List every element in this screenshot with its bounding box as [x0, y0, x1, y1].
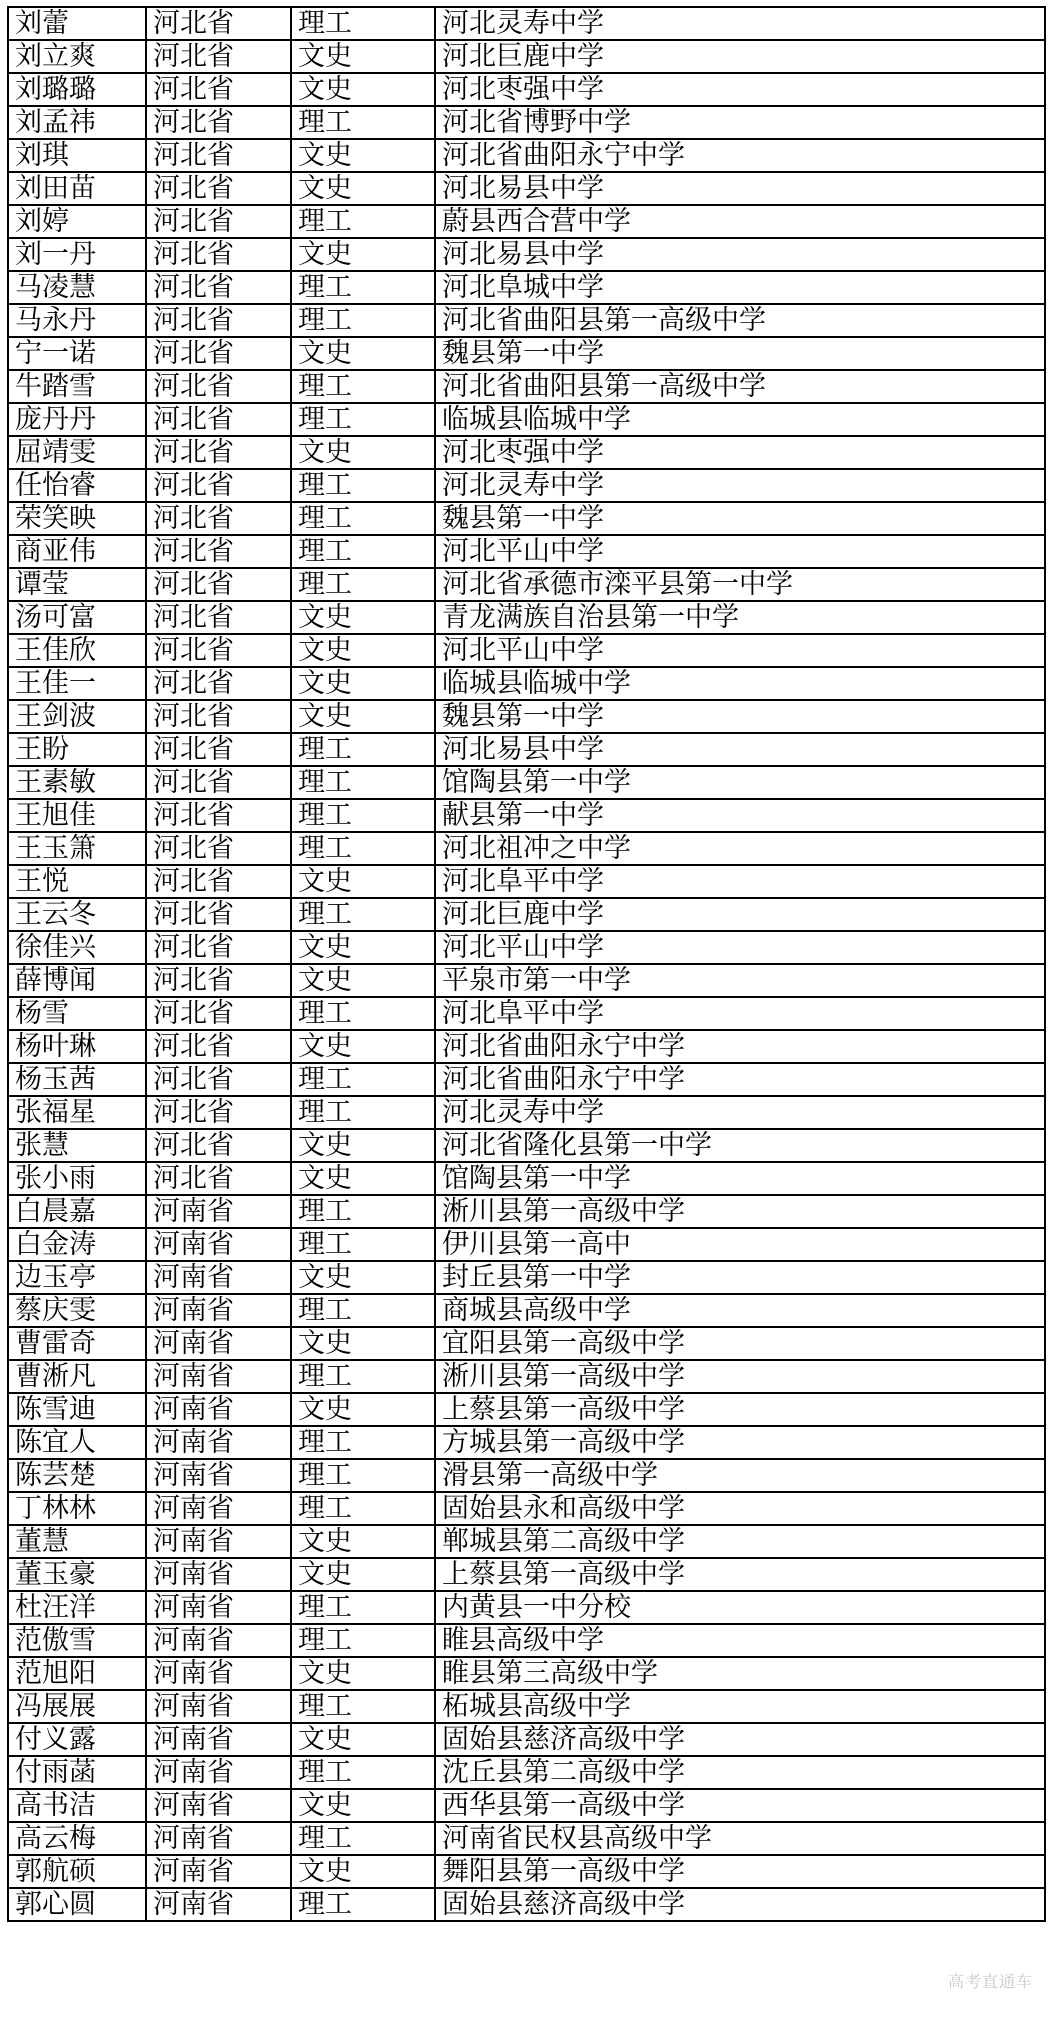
school-cell: 沈丘县第二高级中学 [435, 1756, 1045, 1789]
school-cell: 河北易县中学 [435, 238, 1045, 271]
student-name-cell: 张福星 [8, 1096, 146, 1129]
table-row [8, 205, 1045, 238]
school-cell: 河北省博野中学 [435, 106, 1045, 139]
category-cell: 文史 [291, 634, 435, 667]
school-cell: 河北平山中学 [435, 535, 1045, 568]
table-row [8, 1360, 1045, 1393]
table-row [8, 370, 1045, 403]
student-name-cell: 刘田苗 [8, 172, 146, 205]
student-name-cell: 徐佳兴 [8, 931, 146, 964]
table-row [8, 667, 1045, 700]
category-cell: 理工 [291, 1360, 435, 1393]
school-cell: 河北枣强中学 [435, 73, 1045, 106]
table-row [8, 1492, 1045, 1525]
province-cell: 河南省 [146, 1327, 291, 1360]
student-name-cell: 高云梅 [8, 1822, 146, 1855]
student-name-cell: 马凌慧 [8, 271, 146, 304]
student-name-cell: 王盼 [8, 733, 146, 766]
student-name-cell: 刘璐璐 [8, 73, 146, 106]
student-name-cell: 刘婷 [8, 205, 146, 238]
student-name-cell: 张慧 [8, 1129, 146, 1162]
category-cell: 理工 [291, 799, 435, 832]
table-row [8, 700, 1045, 733]
school-cell: 滑县第一高级中学 [435, 1459, 1045, 1492]
category-cell: 文史 [291, 1162, 435, 1195]
category-cell: 理工 [291, 502, 435, 535]
province-cell: 河北省 [146, 634, 291, 667]
student-name-cell: 曹雷奇 [8, 1327, 146, 1360]
table-row [8, 535, 1045, 568]
table-row [8, 436, 1045, 469]
school-cell: 柘城县高级中学 [435, 1690, 1045, 1723]
school-cell: 伊川县第一高中 [435, 1228, 1045, 1261]
category-cell: 理工 [291, 1492, 435, 1525]
category-cell: 理工 [291, 1063, 435, 1096]
table-row [8, 73, 1045, 106]
table-row [8, 1162, 1045, 1195]
category-cell: 文史 [291, 1327, 435, 1360]
table-row [8, 1195, 1045, 1228]
student-name-cell: 杨叶琳 [8, 1030, 146, 1063]
category-cell: 文史 [291, 139, 435, 172]
school-cell: 河北平山中学 [435, 931, 1045, 964]
school-cell: 河北省曲阳县第一高级中学 [435, 304, 1045, 337]
province-cell: 河南省 [146, 1459, 291, 1492]
category-cell: 理工 [291, 766, 435, 799]
table-row [8, 799, 1045, 832]
province-cell: 河南省 [146, 1261, 291, 1294]
school-cell: 魏县第一中学 [435, 337, 1045, 370]
category-cell: 文史 [291, 601, 435, 634]
category-cell: 理工 [291, 832, 435, 865]
table-row [8, 997, 1045, 1030]
table-row [8, 1624, 1045, 1657]
student-name-cell: 郭航硕 [8, 1855, 146, 1888]
school-cell: 临城县临城中学 [435, 403, 1045, 436]
category-cell: 理工 [291, 7, 435, 40]
student-name-cell: 刘孟祎 [8, 106, 146, 139]
student-name-cell: 付雨菡 [8, 1756, 146, 1789]
province-cell: 河南省 [146, 1855, 291, 1888]
table-row [8, 1822, 1045, 1855]
school-cell: 青龙满族自治县第一中学 [435, 601, 1045, 634]
student-name-cell: 白金涛 [8, 1228, 146, 1261]
category-cell: 文史 [291, 1030, 435, 1063]
table-row [8, 766, 1045, 799]
table-row [8, 1657, 1045, 1690]
table-row [8, 733, 1045, 766]
student-name-cell: 任怡睿 [8, 469, 146, 502]
table-row [8, 1426, 1045, 1459]
province-cell: 河北省 [146, 1030, 291, 1063]
student-table-body [8, 7, 1045, 1921]
province-cell: 河北省 [146, 997, 291, 1030]
category-cell: 理工 [291, 1426, 435, 1459]
school-cell: 郸城县第二高级中学 [435, 1525, 1045, 1558]
school-cell: 河北灵寿中学 [435, 469, 1045, 502]
category-cell: 理工 [291, 535, 435, 568]
student-name-cell: 高书洁 [8, 1789, 146, 1822]
table-row [8, 1096, 1045, 1129]
category-cell: 文史 [291, 1525, 435, 1558]
province-cell: 河北省 [146, 7, 291, 40]
province-cell: 河北省 [146, 964, 291, 997]
province-cell: 河北省 [146, 304, 291, 337]
province-cell: 河北省 [146, 1063, 291, 1096]
student-name-cell: 张小雨 [8, 1162, 146, 1195]
school-cell: 宜阳县第一高级中学 [435, 1327, 1045, 1360]
category-cell: 文史 [291, 40, 435, 73]
category-cell: 理工 [291, 1822, 435, 1855]
province-cell: 河南省 [146, 1426, 291, 1459]
table-row [8, 865, 1045, 898]
school-cell: 河北阜城中学 [435, 271, 1045, 304]
school-cell: 方城县第一高级中学 [435, 1426, 1045, 1459]
province-cell: 河北省 [146, 667, 291, 700]
school-cell: 平泉市第一中学 [435, 964, 1045, 997]
school-cell: 蔚县西合营中学 [435, 205, 1045, 238]
school-cell: 献县第一中学 [435, 799, 1045, 832]
student-name-cell: 陈芸楚 [8, 1459, 146, 1492]
table-row [8, 634, 1045, 667]
school-cell: 淅川县第一高级中学 [435, 1195, 1045, 1228]
category-cell: 文史 [291, 436, 435, 469]
category-cell: 文史 [291, 73, 435, 106]
student-name-cell: 王剑波 [8, 700, 146, 733]
student-name-cell: 杨雪 [8, 997, 146, 1030]
table-row [8, 502, 1045, 535]
province-cell: 河北省 [146, 73, 291, 106]
student-name-cell: 丁林林 [8, 1492, 146, 1525]
category-cell: 理工 [291, 403, 435, 436]
province-cell: 河北省 [146, 535, 291, 568]
school-cell: 河南省民权县高级中学 [435, 1822, 1045, 1855]
province-cell: 河北省 [146, 1129, 291, 1162]
table-row [8, 1327, 1045, 1360]
student-table [7, 6, 1046, 1922]
school-cell: 魏县第一中学 [435, 700, 1045, 733]
province-cell: 河南省 [146, 1756, 291, 1789]
student-name-cell: 刘琪 [8, 139, 146, 172]
student-name-cell: 刘一丹 [8, 238, 146, 271]
student-name-cell: 薛博闻 [8, 964, 146, 997]
school-cell: 封丘县第一中学 [435, 1261, 1045, 1294]
province-cell: 河南省 [146, 1492, 291, 1525]
category-cell: 理工 [291, 1294, 435, 1327]
province-cell: 河北省 [146, 205, 291, 238]
province-cell: 河南省 [146, 1558, 291, 1591]
table-row [8, 139, 1045, 172]
province-cell: 河南省 [146, 1525, 291, 1558]
student-name-cell: 商亚伟 [8, 535, 146, 568]
category-cell: 理工 [291, 304, 435, 337]
category-cell: 文史 [291, 337, 435, 370]
table-row [8, 898, 1045, 931]
school-cell: 河北祖冲之中学 [435, 832, 1045, 865]
province-cell: 河北省 [146, 1096, 291, 1129]
student-name-cell: 董慧 [8, 1525, 146, 1558]
province-cell: 河北省 [146, 106, 291, 139]
table-row [8, 1756, 1045, 1789]
province-cell: 河北省 [146, 370, 291, 403]
student-name-cell: 付义露 [8, 1723, 146, 1756]
table-row [8, 1690, 1045, 1723]
student-name-cell: 陈雪迪 [8, 1393, 146, 1426]
table-row [8, 238, 1045, 271]
category-cell: 理工 [291, 733, 435, 766]
category-cell: 理工 [291, 370, 435, 403]
table-row [8, 337, 1045, 370]
school-cell: 河北省曲阳永宁中学 [435, 139, 1045, 172]
province-cell: 河南省 [146, 1723, 291, 1756]
school-cell: 河北省承德市滦平县第一中学 [435, 568, 1045, 601]
province-cell: 河南省 [146, 1360, 291, 1393]
school-cell: 馆陶县第一中学 [435, 766, 1045, 799]
school-cell: 西华县第一高级中学 [435, 1789, 1045, 1822]
table-row [8, 964, 1045, 997]
province-cell: 河南省 [146, 1294, 291, 1327]
school-cell: 固始县永和高级中学 [435, 1492, 1045, 1525]
category-cell: 文史 [291, 172, 435, 205]
school-cell: 临城县临城中学 [435, 667, 1045, 700]
school-cell: 商城县高级中学 [435, 1294, 1045, 1327]
table-row [8, 172, 1045, 205]
province-cell: 河南省 [146, 1195, 291, 1228]
student-name-cell: 杨玉茜 [8, 1063, 146, 1096]
table-row [8, 568, 1045, 601]
school-cell: 河北省曲阳永宁中学 [435, 1063, 1045, 1096]
school-cell: 馆陶县第一中学 [435, 1162, 1045, 1195]
table-row [8, 106, 1045, 139]
school-cell: 魏县第一中学 [435, 502, 1045, 535]
province-cell: 河北省 [146, 865, 291, 898]
category-cell: 理工 [291, 469, 435, 502]
category-cell: 文史 [291, 1657, 435, 1690]
province-cell: 河北省 [146, 172, 291, 205]
category-cell: 理工 [291, 1096, 435, 1129]
province-cell: 河北省 [146, 271, 291, 304]
category-cell: 理工 [291, 1591, 435, 1624]
school-cell: 河北灵寿中学 [435, 7, 1045, 40]
student-name-cell: 宁一诺 [8, 337, 146, 370]
student-name-cell: 汤可富 [8, 601, 146, 634]
school-cell: 河北阜平中学 [435, 997, 1045, 1030]
category-cell: 文史 [291, 667, 435, 700]
school-cell: 上蔡县第一高级中学 [435, 1558, 1045, 1591]
table-row [8, 1294, 1045, 1327]
category-cell: 文史 [291, 700, 435, 733]
table-row [8, 1789, 1045, 1822]
student-name-cell: 陈宜人 [8, 1426, 146, 1459]
student-name-cell: 蔡庆雯 [8, 1294, 146, 1327]
province-cell: 河北省 [146, 337, 291, 370]
table-row [8, 1888, 1045, 1921]
school-cell: 河北省曲阳永宁中学 [435, 1030, 1045, 1063]
category-cell: 理工 [291, 1459, 435, 1492]
category-cell: 理工 [291, 1756, 435, 1789]
school-cell: 河北阜平中学 [435, 865, 1045, 898]
student-name-cell: 王佳一 [8, 667, 146, 700]
student-name-cell: 王云冬 [8, 898, 146, 931]
table-row [8, 1591, 1045, 1624]
school-cell: 固始县慈济高级中学 [435, 1723, 1045, 1756]
school-cell: 河北易县中学 [435, 172, 1045, 205]
category-cell: 文史 [291, 964, 435, 997]
province-cell: 河北省 [146, 799, 291, 832]
province-cell: 河北省 [146, 568, 291, 601]
student-name-cell: 庞丹丹 [8, 403, 146, 436]
school-cell: 睢县第三高级中学 [435, 1657, 1045, 1690]
table-row [8, 1261, 1045, 1294]
province-cell: 河北省 [146, 469, 291, 502]
table-row [8, 271, 1045, 304]
category-cell: 理工 [291, 1624, 435, 1657]
table-row [8, 601, 1045, 634]
province-cell: 河南省 [146, 1822, 291, 1855]
student-name-cell: 马永丹 [8, 304, 146, 337]
student-name-cell: 屈靖雯 [8, 436, 146, 469]
province-cell: 河南省 [146, 1591, 291, 1624]
province-cell: 河北省 [146, 931, 291, 964]
school-cell: 固始县慈济高级中学 [435, 1888, 1045, 1921]
province-cell: 河北省 [146, 898, 291, 931]
school-cell: 河北省曲阳县第一高级中学 [435, 370, 1045, 403]
student-name-cell: 王旭佳 [8, 799, 146, 832]
table-row [8, 931, 1045, 964]
category-cell: 理工 [291, 568, 435, 601]
student-name-cell: 范旭阳 [8, 1657, 146, 1690]
table-row [8, 1063, 1045, 1096]
table-row [8, 1525, 1045, 1558]
table-row [8, 1393, 1045, 1426]
watermark-text: 高考直通车 [947, 1972, 1033, 1991]
category-cell: 理工 [291, 997, 435, 1030]
student-name-cell: 董玉豪 [8, 1558, 146, 1591]
province-cell: 河北省 [146, 403, 291, 436]
student-name-cell: 郭心圆 [8, 1888, 146, 1921]
table-row [8, 7, 1045, 40]
table-row [8, 1855, 1045, 1888]
province-cell: 河北省 [146, 40, 291, 73]
table-row [8, 832, 1045, 865]
school-cell: 河北巨鹿中学 [435, 40, 1045, 73]
school-cell: 河北枣强中学 [435, 436, 1045, 469]
student-name-cell: 王悦 [8, 865, 146, 898]
province-cell: 河南省 [146, 1888, 291, 1921]
student-name-cell: 杜汪洋 [8, 1591, 146, 1624]
province-cell: 河北省 [146, 502, 291, 535]
category-cell: 文史 [291, 238, 435, 271]
table-row [8, 1030, 1045, 1063]
school-cell: 河北巨鹿中学 [435, 898, 1045, 931]
category-cell: 理工 [291, 898, 435, 931]
student-name-cell: 王佳欣 [8, 634, 146, 667]
student-name-cell: 牛踏雪 [8, 370, 146, 403]
table-row [8, 40, 1045, 73]
category-cell: 理工 [291, 1195, 435, 1228]
category-cell: 理工 [291, 1690, 435, 1723]
school-cell: 河北灵寿中学 [435, 1096, 1045, 1129]
table-row [8, 1459, 1045, 1492]
school-cell: 睢县高级中学 [435, 1624, 1045, 1657]
student-name-cell: 白晨嘉 [8, 1195, 146, 1228]
student-name-cell: 谭莹 [8, 568, 146, 601]
category-cell: 理工 [291, 106, 435, 139]
province-cell: 河北省 [146, 766, 291, 799]
student-name-cell: 边玉亭 [8, 1261, 146, 1294]
category-cell: 文史 [291, 1558, 435, 1591]
student-name-cell: 曹淅凡 [8, 1360, 146, 1393]
province-cell: 河北省 [146, 601, 291, 634]
student-name-cell: 荣笑映 [8, 502, 146, 535]
province-cell: 河南省 [146, 1393, 291, 1426]
category-cell: 文史 [291, 865, 435, 898]
category-cell: 文史 [291, 931, 435, 964]
table-row [8, 469, 1045, 502]
category-cell: 文史 [291, 1129, 435, 1162]
student-name-cell: 刘立爽 [8, 40, 146, 73]
province-cell: 河北省 [146, 238, 291, 271]
province-cell: 河南省 [146, 1228, 291, 1261]
province-cell: 河北省 [146, 733, 291, 766]
category-cell: 理工 [291, 205, 435, 238]
category-cell: 文史 [291, 1723, 435, 1756]
student-name-cell: 刘蕾 [8, 7, 146, 40]
province-cell: 河北省 [146, 436, 291, 469]
category-cell: 文史 [291, 1261, 435, 1294]
student-name-cell: 王玉箫 [8, 832, 146, 865]
category-cell: 理工 [291, 1228, 435, 1261]
school-cell: 河北平山中学 [435, 634, 1045, 667]
table-row [8, 1723, 1045, 1756]
province-cell: 河北省 [146, 1162, 291, 1195]
province-cell: 河北省 [146, 832, 291, 865]
student-name-cell: 王素敏 [8, 766, 146, 799]
table-row [8, 1228, 1045, 1261]
province-cell: 河北省 [146, 700, 291, 733]
category-cell: 理工 [291, 271, 435, 304]
school-cell: 淅川县第一高级中学 [435, 1360, 1045, 1393]
school-cell: 内黄县一中分校 [435, 1591, 1045, 1624]
school-cell: 河北易县中学 [435, 733, 1045, 766]
province-cell: 河北省 [146, 139, 291, 172]
category-cell: 文史 [291, 1789, 435, 1822]
table-row [8, 403, 1045, 436]
student-name-cell: 范傲雪 [8, 1624, 146, 1657]
province-cell: 河南省 [146, 1657, 291, 1690]
category-cell: 文史 [291, 1855, 435, 1888]
category-cell: 理工 [291, 1888, 435, 1921]
province-cell: 河南省 [146, 1789, 291, 1822]
table-row [8, 1129, 1045, 1162]
student-name-cell: 冯展展 [8, 1690, 146, 1723]
table-row [8, 304, 1045, 337]
category-cell: 文史 [291, 1393, 435, 1426]
province-cell: 河南省 [146, 1690, 291, 1723]
table-row [8, 1558, 1045, 1591]
school-cell: 上蔡县第一高级中学 [435, 1393, 1045, 1426]
province-cell: 河南省 [146, 1624, 291, 1657]
school-cell: 河北省隆化县第一中学 [435, 1129, 1045, 1162]
school-cell: 舞阳县第一高级中学 [435, 1855, 1045, 1888]
